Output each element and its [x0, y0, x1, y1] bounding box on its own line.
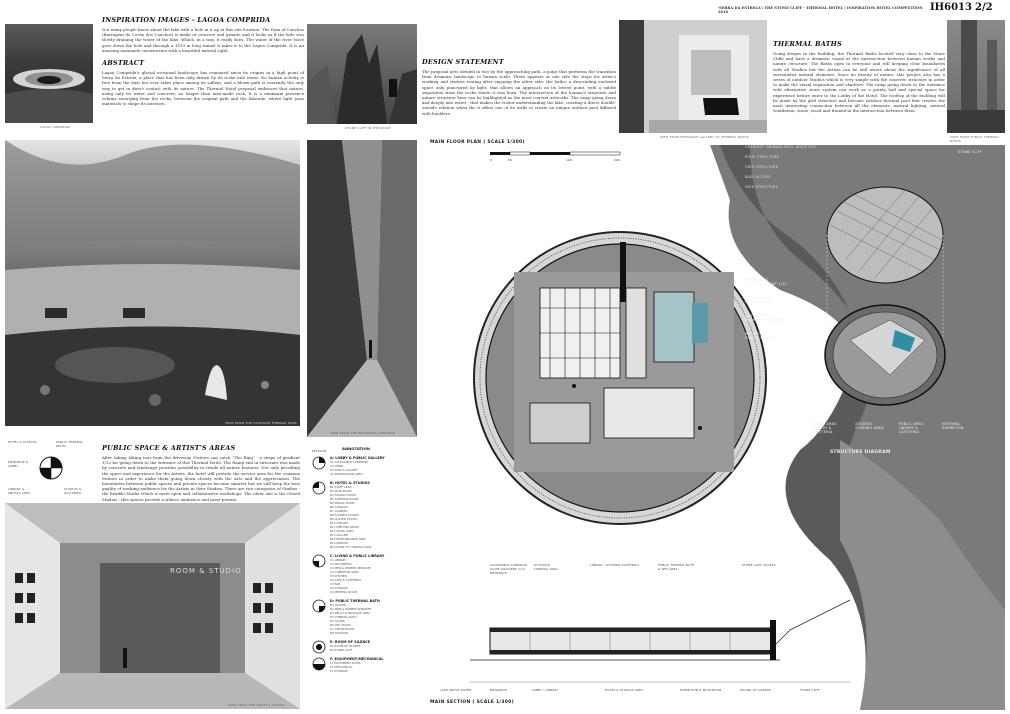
corridor-render — [307, 140, 417, 437]
plan-title: MAIN FLOOR PLAN ( SCALE 1/300) — [430, 140, 525, 145]
project-title-line: 'SERRA DA ESTRELA': THE STONE CLIFF - THERMAL HOTEL | INSPIRATION HOTEL COMPETITION 2016 — [718, 6, 923, 14]
design-title: DESIGN STATEMENT — [422, 58, 504, 66]
annotation-item: B7 LAUNDRY — [330, 509, 348, 513]
section-top-labels — [490, 563, 790, 583]
section-label-1: OUTDOOR THERMAL POOL — [534, 563, 559, 571]
annotation-group-head: D: PUBLIC THERMAL BATH — [330, 599, 380, 603]
section-bottom-0: LAKE ABOVE WATER — [440, 688, 472, 692]
annotation-group — [310, 456, 418, 476]
annotation-title: ANNOTATION — [342, 446, 370, 451]
annotation-item: C5 KITCHEN — [330, 574, 347, 578]
annotation-item: B13 GALLERY — [330, 533, 349, 537]
section-bottom-2: LOBBY / LIBRARY — [532, 688, 559, 692]
thermal-body: Going deeper in the building, the Thermal Baths located very close to the Stone Cliffs and have a dramatic vision at the intersection between human works and nature structure. The Baths open to everyone and will keeping clear boundaries with all Studios but the Artists can be still aware about the significance of all surrounded natural elements. Since no beauty of nature, this project also has a series of outdoor Studios which is very simple with the concrete structure in order to make the visual separation and shadows. The ramp going down to the entrance with alternative stone system can work as a pointy hall and special space for experience before enter to the Lobby of the Hotel. The rooftop of the building will be made by the grid structure and become outdoor thermal pool that creates the most interesting connection between all the elements: natural lighting, natural ventilation, stone, wood and framed in the intersection between them. — [773, 51, 945, 114]
public-space-title: PUBLIC SPACE & ARTIST'S AREAS — [102, 444, 236, 452]
keyplan-circle-icon — [312, 456, 326, 470]
board-code: IH6013 — [930, 2, 972, 13]
axo-bottom-3: INTERNAL EXHIBITION — [941, 422, 964, 430]
axo-bottom-0: PUBLIC AREA LIBRARY & CAFETERIA — [812, 422, 837, 434]
axonometric-diagram — [810, 180, 960, 430]
caption-studio-render: VIEW FROM THE ARTIST'S STUDIO — [228, 703, 285, 707]
annotation-item: D1 LOCKER — [330, 603, 346, 607]
axo-label-3: RECEPTION PUBLIC GALLERY — [745, 332, 777, 340]
caption-thermal-bath: VIEW FROM PUBLIC THERMAL BATHS — [950, 135, 1000, 143]
zone-label-br: STUDIOS & GALLERIES — [64, 487, 82, 495]
annotation-item: B15 SERVICE — [330, 541, 349, 545]
annotation-group — [310, 554, 418, 594]
annotation-panel — [310, 440, 418, 710]
section-label-4: STONE CLIFF ACCESS — [742, 563, 776, 567]
scale-label-100: 100 — [566, 158, 572, 162]
entrance-gallery-render — [619, 20, 767, 133]
annotation-item: D8 STORAGE — [330, 631, 349, 635]
annotation-group — [310, 640, 418, 652]
section-bottom-5: ROOMS OF SILENCE — [740, 688, 772, 692]
annotation-item: B1 STAFF AREA — [330, 485, 352, 489]
annotation-item: B10 ATELIER — [330, 521, 348, 525]
keyplan-circle-icon — [312, 554, 326, 568]
design-statement-block — [422, 58, 616, 116]
annotation-item: D3 RELAX & MASSAGE AREA — [330, 611, 371, 615]
scale-label-50: 50 — [508, 158, 512, 162]
annotation-item: C2 MULTIMEDIA — [330, 562, 352, 566]
annotation-item: B9 CLOSED STUDIO — [330, 517, 358, 521]
circular-floor-plan — [470, 228, 770, 528]
annotation-item: B16 RAMP TO THERMAL POOL — [330, 545, 372, 549]
page-number: 2/2 — [975, 2, 993, 13]
section-label-0: ACCESSIBLE CORRIDOR SLOPE GRADIENT 1/12 ENTRANCE — [490, 563, 528, 575]
annotation-item: B5 SINGLE ROOM — [330, 501, 355, 505]
plan-label-1: ROOF STRUCTURE — [745, 155, 780, 159]
caption-stone-cliff: STONE CLIFF IN THE RIDGE — [345, 126, 391, 130]
plan-label-4: GRID STRUCTURE — [745, 185, 778, 189]
section-label-3: PUBLIC THERMAL BATH & WET AREA — [658, 563, 695, 571]
annotation-group-head: E: ROOM OF SILENCE — [330, 640, 370, 644]
annotation-item: B4 SUPERIOR ROOM — [330, 497, 359, 501]
annotation-group-head: F: EQUIPMENT/MECHANICAL — [330, 657, 384, 661]
axo-label-0: STONE RING SLOPE GRADIENT 1/12 — [745, 278, 787, 286]
design-body: The proposal gets divided in two by the approaching path, a point that performs the transition from dramatic landscape to human scale. There appears at one side the steps for artist's working and visitors resting after enjoying the other side: the baths; a descending enclosed space only punctured by light, that allows an approach on its lowest point, with a subtle separation from the rocks where it was born. The intersection of the human's structure and nature structure here can be highlighted as the most content artworks. The ramp going down and deeply into water - that makes the visitor understanding the lake, creating a direct double-outside relation when the it offers one of its walls to create an unique outdoor pool diffused with boulders. — [422, 69, 616, 116]
annotation-item: F3 STORAGE — [330, 669, 348, 673]
annotation-item: E2 STONE CLIFF — [330, 648, 353, 652]
keyplan-circle-icon — [312, 599, 326, 613]
section-bottom-4: EXHIBITION & MULTIROOM — [680, 688, 722, 692]
section-bottom-1: ENTRANCE — [490, 688, 507, 692]
zoning-diagram — [8, 440, 96, 496]
annotation-group-head: C: LIVING & PUBLIC LIBRARY — [330, 554, 385, 558]
annotation-item: D6 HOT ROOM — [330, 623, 351, 627]
axo-bottom-1: STUDIOS FLEXIBLE AREA — [855, 422, 884, 430]
annotation-item: A3 PUBLIC GALLERY — [330, 468, 358, 472]
section-drawing — [470, 590, 850, 690]
caption-lagoa: LAGOA COMPRIDA — [40, 125, 71, 129]
annotation-item: A1 ACCESSIBLE CORRIDOR — [330, 460, 368, 464]
lagoa-comprida-photo — [5, 24, 93, 123]
thermal-baths-block — [773, 40, 945, 113]
section-bottom-labels — [440, 688, 850, 696]
annotation-item: B8 FLEXIBLE STUDIO — [330, 513, 360, 517]
axo-labels-left — [745, 278, 809, 340]
annotation-item: C8 STORAGE — [330, 586, 348, 590]
studio-sign: ROOM & STUDIO — [170, 567, 242, 575]
caption-entrance-gallery: VIEW FROM ENTRANCE GALLERY TO THERMAL BATHS — [660, 135, 749, 139]
annotation-group-head: A: LOBBY & PUBLIC GALLERY — [330, 456, 385, 460]
annotation-group — [310, 599, 418, 635]
public-space-body: After taking hiking tour from the driveway. Visitors can catch "The Ring" - a stripe of gradient 1/12 for going down to the entrance of this Thermal Hotel. The Ramp end in structure was made by concrete and landscape provides possibility to reside all nature features. Not only providing the space and experience for the Artists, the hotel will provide the service area for the common visitors in order to make them going down closely with the Arts and the appreciation. The boundaries between public spaces and private spaces become smarter but we still keep the best quality of working ambience for the Artists in their Studios. There are two categories of Studios - the flexible Studio which is more open and collaborative workshops. The other one is the closed Studios - this spaces provide a silence ambience and more private. — [102, 455, 300, 502]
annotation-group — [310, 657, 418, 673]
axo-label-1: OPEN STUDIOS FLEXIBLE AREA — [745, 296, 774, 304]
annotation-item: D7 STEAM ROOM — [330, 627, 355, 631]
plan-label-3: BASE ACCESS — [745, 175, 771, 179]
annotation-item: C4 COMPUTER AREA — [330, 570, 359, 574]
plan-label-2: GRID STRUCTURE — [745, 165, 778, 169]
scale-label-0: 0 — [490, 158, 492, 162]
inspiration-block — [102, 16, 304, 106]
annotation-item: F2 MECHANICAL — [330, 665, 353, 669]
axo-labels-bottom — [812, 422, 982, 434]
annotation-item: A2 LOBBY — [330, 464, 344, 468]
stone-cliff-label: STONE CLIFF — [958, 150, 983, 154]
annotation-group — [310, 481, 418, 549]
zone-label-bl: LIBRARY & ARTISTS AREA — [8, 487, 31, 495]
keyplan-circle-icon — [312, 481, 326, 495]
structure-diagram-title: STRUCTURE DIAGRAM — [830, 450, 891, 455]
annotation-item: C3 MEN & WOMEN SEPARATE — [330, 566, 371, 570]
annotation-group-head: B: HOTEL & STUDIOS — [330, 481, 370, 485]
scale-label-200: 200 — [614, 158, 620, 162]
studio-render — [5, 503, 300, 709]
abstract-body: Lagoa Comprida's glacial erosional landscape has remained since its origins in a high point of Serra da Estrela, a place that has been only drawn by its rocks and water. No human activity is free from the dust but ever takes place among its valleys, and a blown path is currently the only way to get in direct contact with its nature. The Thermal Hotel proposal embraces that nature, using only its water and concrete; no longer than man-made rock. It is a minimum presence volume emerging from the rocks, between the original path and the lakeside, where light joins materials to shape its interiors. — [102, 70, 304, 107]
abstract-title: ABSTRACT — [102, 59, 145, 68]
main-render — [5, 140, 300, 426]
annotation-item: B3 DOUBLE ROOM — [330, 493, 356, 497]
annotation-item: A4 INFORMATION AREA — [330, 472, 363, 476]
keyplan-label: KEYPLAN — [312, 449, 327, 453]
section-title: MAIN SECTION ( SCALE 1/300) — [430, 700, 514, 705]
keyplan-circle-icon — [312, 640, 326, 654]
annotation-groups — [310, 456, 418, 678]
thermal-title: THERMAL BATHS — [773, 40, 842, 48]
annotation-item: B6 STORAGE — [330, 505, 348, 509]
annotation-item: C9 MEETING ROOM — [330, 590, 358, 594]
annotation-item: C6 CAFE & CAFETERIA — [330, 578, 362, 582]
inspiration-body: Not many people know about the lake with a hole in it up in this site location. The Dam of Conchos (Barragem do Covão dos Conchos) is made of concrete and granite and it looks as if the hole was slowly draining the water of the lake. Which, in a way, it really does. The water of the river Nave goes down the hole and through a 1519 m long tunnel it takes it to the Lagoa Comprida. It is an amazing manmade construction with a beautiful natural sight. — [102, 27, 304, 53]
stone-cliff-photo — [307, 24, 417, 124]
thermal-bath-render — [947, 20, 1005, 133]
public-space-block — [102, 444, 300, 502]
annotation-item: C1 LIBRARY — [330, 558, 347, 562]
annotation-item: B11 MEETING ROOM — [330, 525, 359, 529]
annotation-item: B2 MAIN ROOM — [330, 489, 352, 493]
annotation-item: B12 WORK AREA — [330, 529, 354, 533]
axo-label-2: HOTEL ROOMS BEDROOM PER ROOM — [745, 314, 786, 322]
section-bottom-6: STONE CLIFF — [800, 688, 821, 692]
keyplan-circle-icon — [312, 657, 326, 671]
caption-corridor: VIEW FROM THE ENTRANCE CORRIDOR — [330, 431, 396, 435]
annotation-item: F1 EQUIPMENT ROOM — [330, 661, 361, 665]
inspiration-title: INSPIRATION IMAGES - LAGOA COMPRIDA — [102, 16, 271, 24]
zone-label-tl: HOTEL & STUDIOS — [8, 440, 37, 444]
section-label-2: LIBRARY / KITCHEN/ CAFETERIA — [590, 563, 640, 567]
annotation-item: B14 PERFORMANCE AREA — [330, 537, 367, 541]
zone-label-ml: ENTRANCE & LOBBY — [8, 460, 29, 468]
zone-label-tr: PUBLIC THERMAL BATHS — [56, 440, 84, 448]
axo-bottom-2: PUBLIC AREA LIBRARY & CAFETERIA — [898, 422, 924, 434]
plan-label-0: OUTDOOR THERMAL POOL (ROOFTOP) — [745, 145, 817, 149]
caption-main-render: VIEW FROM THE OUTDOOR THERMAL POOL — [225, 421, 298, 425]
annotation-item: C7 BAR — [330, 582, 341, 586]
annotation-item: D5 SAUNA — [330, 619, 345, 623]
annotation-item: E1 ROOM OF SILENCE — [330, 644, 361, 648]
zoning-circle-icon — [38, 448, 64, 488]
section-bottom-3: HOTEL & STUDIOS AREA — [605, 688, 644, 692]
annotation-item: D2 MEN & WOMEN SEPARATE — [330, 607, 372, 611]
annotation-item: D4 THERMAL BATH — [330, 615, 357, 619]
